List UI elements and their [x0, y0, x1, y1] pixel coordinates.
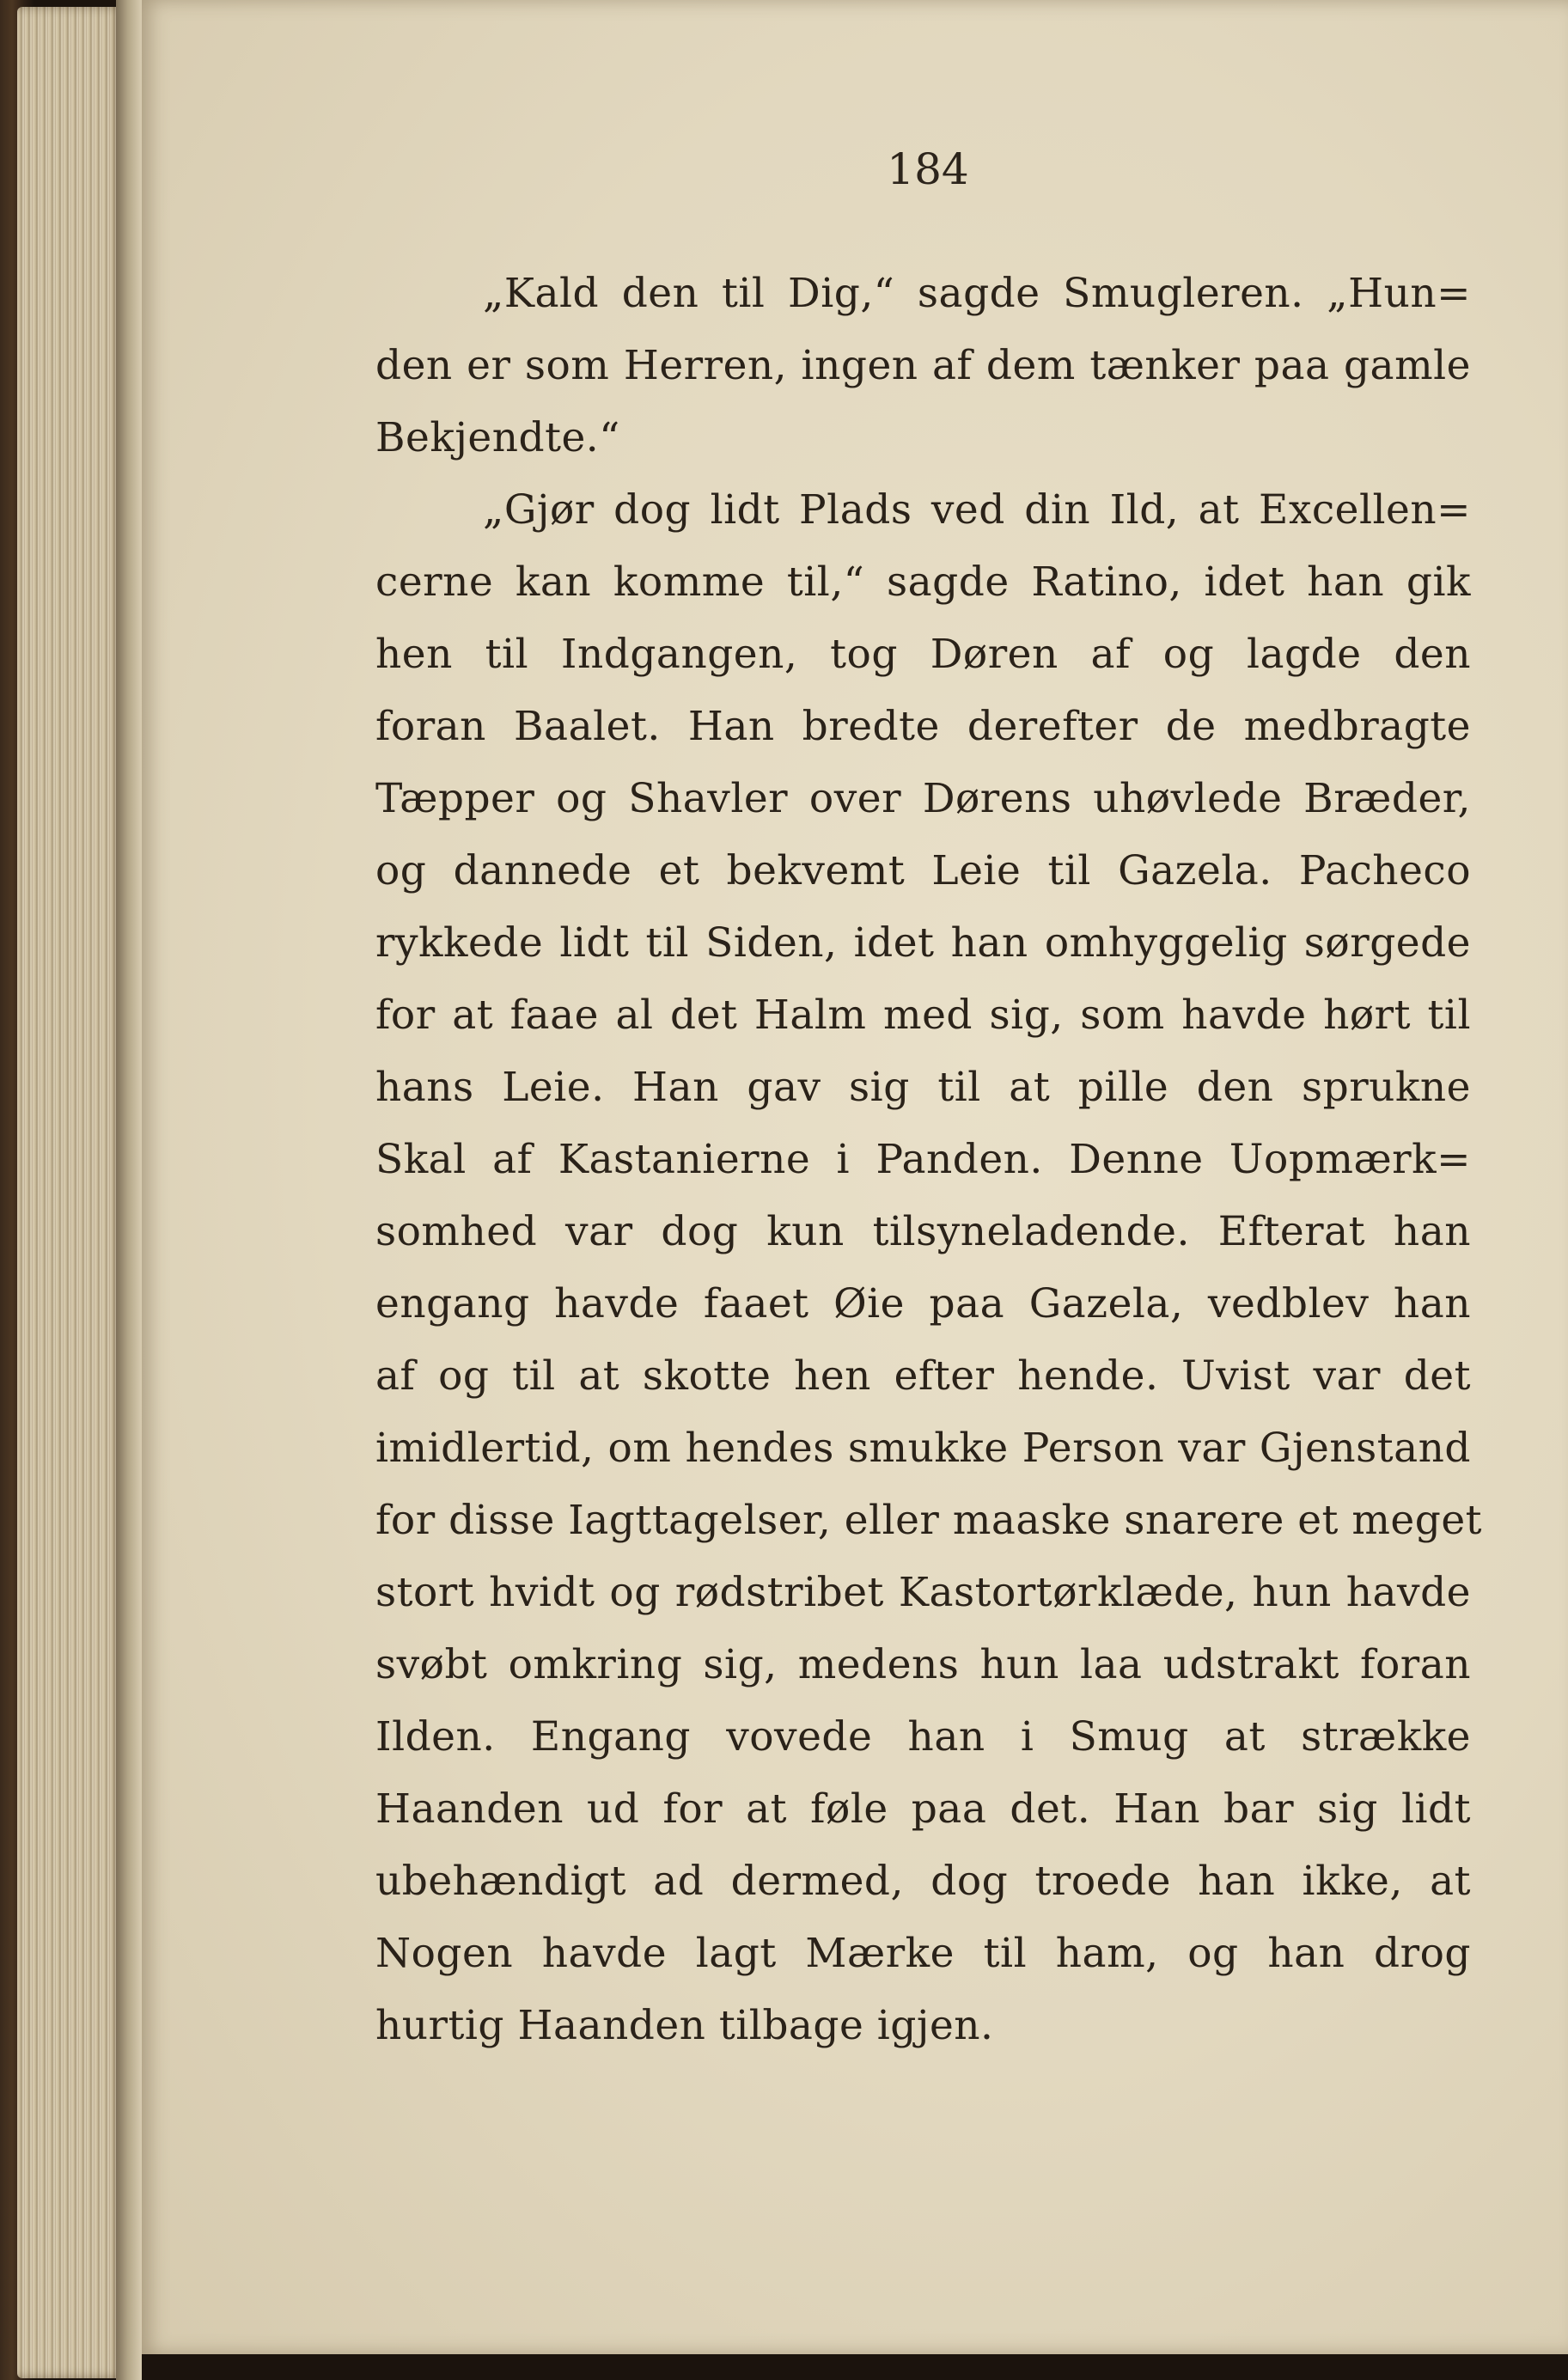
text-line: hurtig Haanden tilbage igjen.	[375, 2002, 994, 2049]
text-line: imidlertid, om hendes smukke Person var Gjenstand	[375, 1425, 1471, 1472]
text-line: Nogen havde lagt Mærke til ham, og han drog	[375, 1930, 1471, 1977]
page-number: 184	[887, 144, 969, 194]
page-edges	[17, 7, 125, 2378]
text-line: ubehændigt ad dermed, dog troede han ikke, at	[375, 1858, 1471, 1905]
body-text	[375, 258, 1483, 2062]
page-gutter	[116, 0, 142, 2380]
text-line: svøbt omkring sig, medens hun laa udstrakt foran	[375, 1641, 1471, 1688]
text-line: stort hvidt og rødstribet Kastortørklæde, hun havde	[375, 1569, 1471, 1616]
text-line: hen til Indgangen, tog Døren af og lagde den	[375, 631, 1471, 678]
text-line: og dannede et bekvemt Leie til Gazela. Pacheco	[375, 847, 1471, 894]
text-line: Bekjendte.“	[375, 414, 620, 461]
text-line: hans Leie. Han gav sig til at pille den sprukne	[375, 1064, 1471, 1111]
text-line: engang havde faaet Øie paa Gazela, vedblev han	[375, 1280, 1471, 1327]
text-line: „Gjør dog lidt Plads ved din Ild, at Excellen=	[483, 486, 1471, 534]
text-line: for at faae al det Halm med sig, som havde hørt til	[375, 992, 1471, 1039]
text-line: cerne kan komme til,“ sagde Ratino, idet han gik	[375, 558, 1471, 606]
text-line: Haanden ud for at føle paa det. Han bar sig lidt	[375, 1785, 1471, 1833]
text-line: foran Baalet. Han bredte derefter de medbragte	[375, 703, 1471, 750]
text-line: Skal af Kastanierne i Panden. Denne Uopmærk=	[375, 1136, 1471, 1183]
text-line: af og til at skotte hen efter hende. Uvist var det	[375, 1352, 1471, 1400]
text-line: for disse Iagttagelser, eller maaske snarere et meget	[375, 1497, 1483, 1544]
text-line: Ilden. Engang vovede han i Smug at strække	[375, 1713, 1471, 1761]
text-line: „Kald den til Dig,“ sagde Smugleren. „Hun=	[483, 270, 1471, 317]
text-line: somhed var dog kun tilsyneladende. Efterat han	[375, 1208, 1471, 1255]
text-line: rykkede lidt til Siden, idet han omhyggelig sørgede	[375, 919, 1471, 967]
text-line: Tæpper og Shavler over Dørens uhøvlede Bræder,	[375, 775, 1471, 822]
text-line: den er som Herren, ingen af dem tænker paa gamle	[375, 342, 1471, 389]
